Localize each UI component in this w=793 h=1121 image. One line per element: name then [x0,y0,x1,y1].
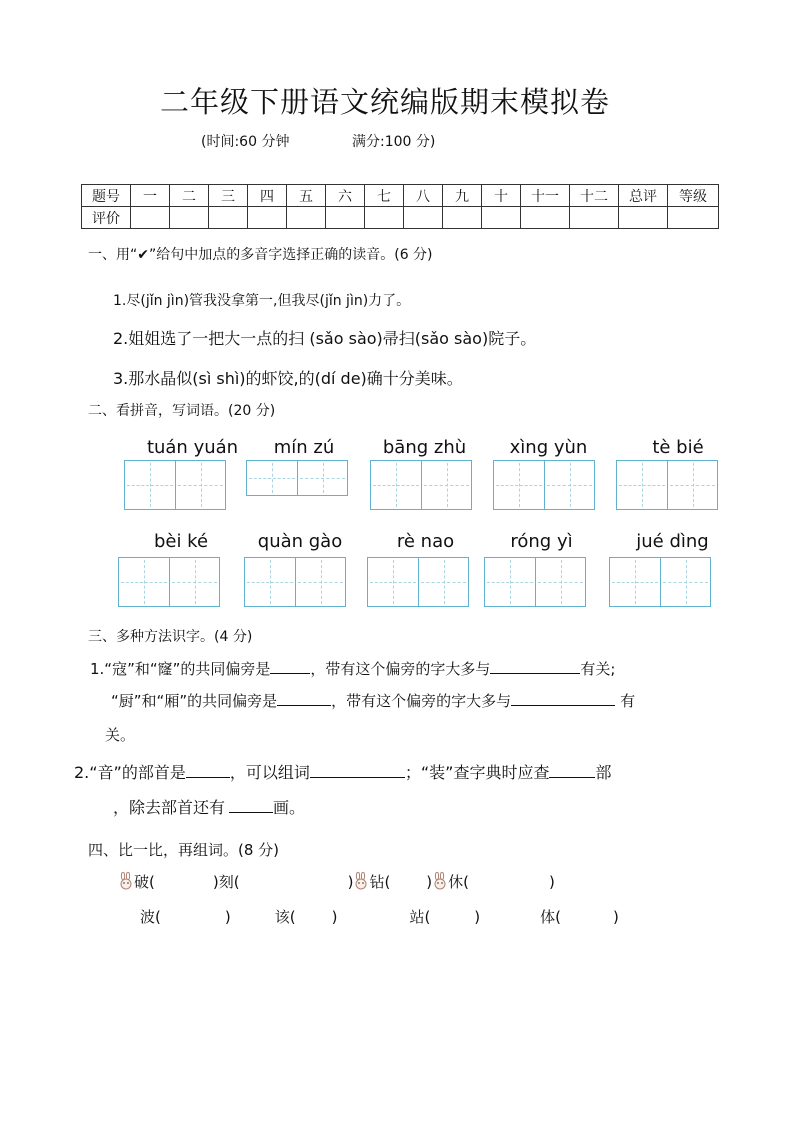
compare-char-gai: 该( [274,908,296,926]
page-title: 二年级下册语文统编版期末模拟卷 [160,85,611,119]
score-table-header-cell: 一 [131,185,170,207]
answer-blank[interactable] [511,691,615,706]
score-table-input-cell[interactable] [482,207,521,229]
pinyin-2-4: róng yì [510,531,573,552]
score-table-input-cell[interactable] [248,207,287,229]
score-table-input-cell[interactable] [619,207,668,229]
paren-close: ) [426,873,433,891]
q3-line-1 [90,658,615,679]
q3-text: “厨”和“厢”的共同偏旁是 [111,692,278,710]
pinyin-1-5: tè bié [652,437,704,458]
answer-blank[interactable] [310,763,405,778]
q3-text: 2.“音”的部首是 [74,763,186,782]
score-table-eval-row [82,207,719,229]
pinyin-2-5: jué dìng [636,531,709,552]
score-table-header-cell: 十二 [570,185,619,207]
answer-blank[interactable] [549,763,595,778]
score-table-input-cell[interactable] [668,207,719,229]
score-table-header-cell: 二 [170,185,209,207]
score-table-header-cell: 六 [326,185,365,207]
compare-char-zuan: 钻( [369,873,391,891]
compare-char-xiu: 休( [448,873,470,891]
q1-item-2: 2.姐姐选了一把大一点的扫 (sǎo sào)帚扫(sǎo sào)院子。 [113,329,537,348]
score-table-input-cell[interactable] [404,207,443,229]
section-2-heading: 二、看拼音，写词语。(20 分) [88,403,276,419]
answer-blank[interactable] [277,691,331,706]
pinyin-2-3: rè nao [396,531,455,552]
score-table-input-cell[interactable] [131,207,170,229]
q3-line-3: 关。 [105,726,136,744]
compare-char-bo: 波( [140,908,161,926]
compare-char-zhan: 站( [409,908,431,926]
writing-grid-1-1[interactable] [124,460,226,510]
q3-text: 1.“寇”和“窿”的共同偏旁是 [90,660,271,678]
writing-grid-2-2[interactable] [244,557,346,607]
q3-text: 有 [620,692,636,710]
writing-grid-2-3[interactable] [367,557,469,607]
writing-grid-2-5[interactable] [609,557,711,607]
compare-char-ti: 体( [540,908,562,926]
q4-row-2 [140,906,619,927]
answer-blank[interactable] [229,798,273,813]
score-table-input-cell[interactable] [365,207,404,229]
paren-close: ) [331,908,338,926]
score-table-header-cell: 九 [443,185,482,207]
exam-full-score: 满分:100 分) [352,134,436,150]
writing-grid-2-4[interactable] [484,557,586,607]
score-table-input-cell[interactable] [170,207,209,229]
score-table-header-cell: 十一 [521,185,570,207]
score-table-input-cell[interactable] [326,207,365,229]
score-table [81,184,719,229]
q3-text: ，除去部首还有 [113,798,226,817]
q3-text: ，可以组词 [229,763,310,782]
score-table-header-cell: 五 [287,185,326,207]
q1-item-3: 3.那水晶似(sì shì)的虾饺,的(dí de)确十分美味。 [113,369,463,388]
rabbit-icon [353,872,369,890]
pinyin-2-2: quàn gào [257,531,343,552]
pinyin-1-1: tuán yuán [146,437,239,458]
pinyin-1-2: mín zú [273,437,335,458]
section-4-heading: 四、比一比，再组词。(8 分) [88,841,280,859]
q3-text: ；“装”查字典时应查 [404,763,550,782]
answer-blank[interactable] [186,763,230,778]
writing-grid-1-4[interactable] [493,460,595,510]
q3-text: 画。 [273,798,306,817]
compare-char-po: 破( [134,873,155,891]
writing-grid-2-1[interactable] [118,557,220,607]
q3-line-4 [74,760,611,783]
pinyin-1-3: bāng zhù [382,437,467,458]
score-table-header-cell: 四 [248,185,287,207]
score-table-header-cell: 七 [365,185,404,207]
score-table-row-label: 评价 [82,207,131,229]
q4-row-1 [118,871,555,892]
score-table-header-cell: 题号 [82,185,131,207]
score-table-header-cell: 十 [482,185,521,207]
pinyin-2-1: bèi ké [153,531,209,552]
writing-grid-1-2[interactable] [246,460,348,496]
q3-text: ，带有这个偏旁的字大多与 [310,660,491,678]
compare-char-ke: )刻( [212,873,240,891]
rabbit-icon [118,872,134,890]
paren-close: ) [474,908,481,926]
q3-text: 有关; [580,660,616,678]
answer-blank[interactable] [270,659,310,674]
score-table-header-cell: 等级 [668,185,719,207]
q1-item-1: 1.尽(jǐn jìn)管我没拿第一,但我尽(jǐn jìn)力了。 [113,293,411,309]
score-table-input-cell[interactable] [570,207,619,229]
rabbit-icon [432,872,448,890]
score-table-header-row [82,185,719,207]
score-table-header-cell: 八 [404,185,443,207]
q3-text: 部 [595,763,612,782]
paren-close: ) [549,873,555,891]
section-3-heading: 三、多种方法识字。(4 分) [88,629,253,645]
score-table-header-cell: 三 [209,185,248,207]
section-1-heading: 一、用“✔”给句中加点的多音字选择正确的读音。(6 分) [88,247,433,263]
score-table-input-cell[interactable] [443,207,482,229]
score-table-input-cell[interactable] [287,207,326,229]
score-table-input-cell[interactable] [521,207,570,229]
q3-line-2 [111,690,635,711]
score-table-header-cell: 总评 [619,185,668,207]
writing-grid-1-3[interactable] [370,460,472,510]
score-table-input-cell[interactable] [209,207,248,229]
q3-line-5 [113,795,305,818]
answer-blank[interactable] [490,659,580,674]
q3-text: ，带有这个偏旁的字大多与 [331,692,512,710]
paren-close: ) [613,908,619,926]
paren-close: ) [224,908,231,926]
exam-time: (时间:60 分钟 [201,134,290,150]
pinyin-1-4: xìng yùn [509,437,588,458]
paren-close: ) [347,873,354,891]
writing-grid-1-5[interactable] [616,460,718,510]
